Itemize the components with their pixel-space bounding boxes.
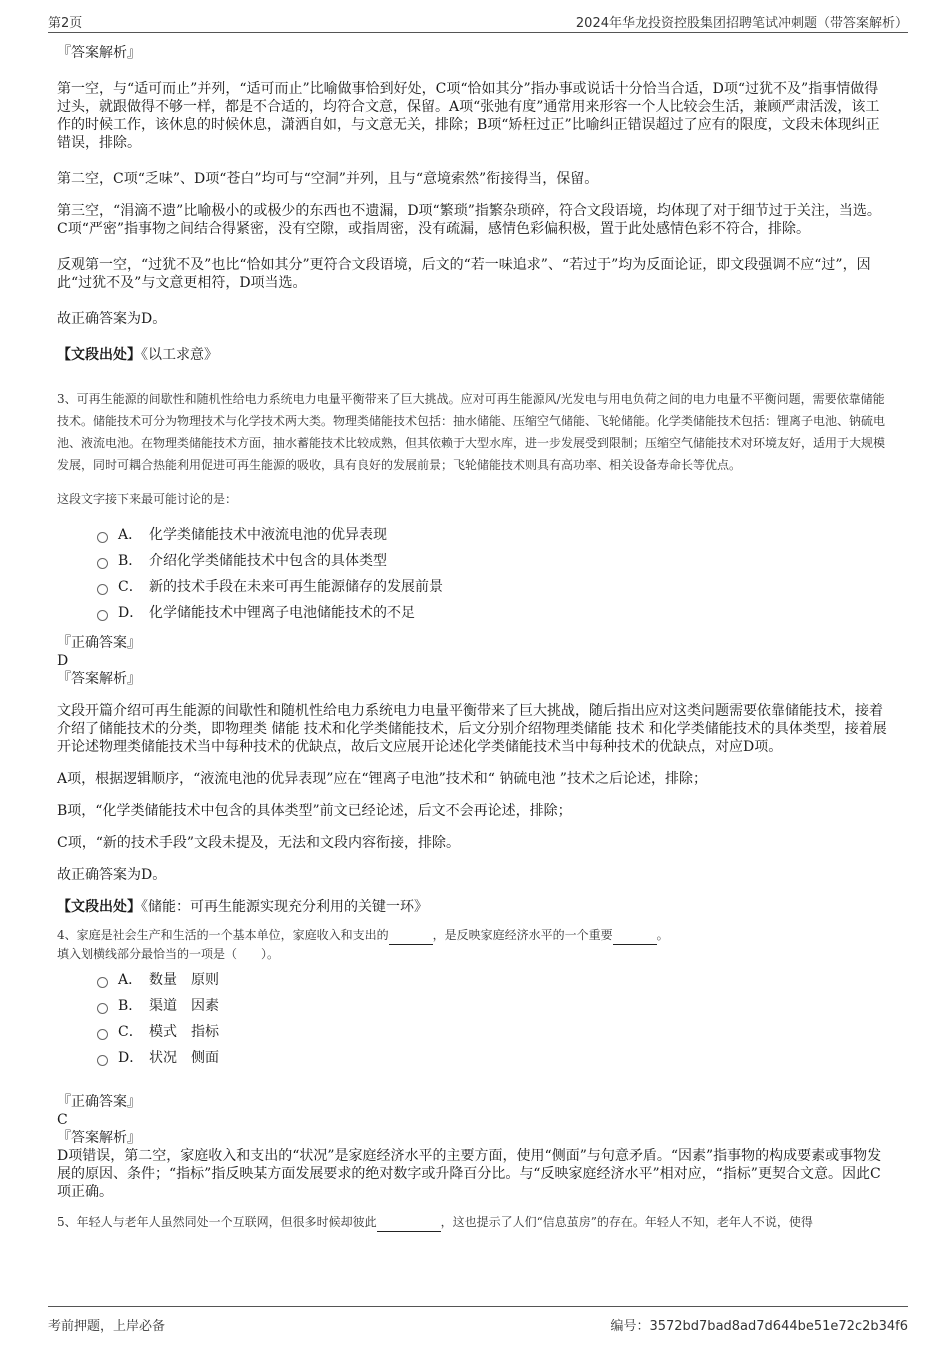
- radio-icon[interactable]: [97, 1029, 108, 1040]
- answer-label: 『正确答案』: [57, 1094, 141, 1110]
- radio-icon[interactable]: [97, 977, 108, 988]
- q3-analysis-b: B项，“化学类储能技术中包含的具体类型”前文已经论述，后文不会再论述，排除；: [57, 803, 572, 819]
- q4-analysis: D项错误，第二空，家庭收入和支出的“状况”是家庭经济水平的主要方面，使用“侧面”与句意矛盾。“因素”指事物的构成要素或事物发展的原因、条件；“指标”指反映某方面发展要求的绝对数字或升降百分比。与“反映家庭经济水平”相对应，“指标”更契合文意。因此C项正确。: [57, 1148, 882, 1200]
- q2-conclusion: 故正确答案为D。: [57, 311, 167, 327]
- q2-analysis-p1: 第一空，与“适可而止”并列，“适可而止”比喻做事恰到好处，C项“恰如其分”指办事或说话十分恰当合适，D项“过犹不及”指事情做得过头，就跟做得不够一样，都是不合适的，均符合文意，保留。A项“张弛有度”通常用来形容一个人比较会生活，兼顾严肃活泼，该工作的时候工作，该休息的时候休息，潇洒自如，与文意无关，排除；B项“矫枉过正”比喻纠正错误超过了应有的限度，文段未体现纠正错误，排除。: [57, 81, 880, 151]
- radio-icon[interactable]: [97, 558, 108, 569]
- q3-stem: 3、可再生能源的间歇性和随机性给电力系统电力电量平衡带来了巨大挑战。应对可再生能源风/光发电与用电负荷之间的电力电量不平衡问题，需要依靠储能技术。储能技术可分为物理技术与化学技术两大类。物理类储能技术包括：抽水储能、压缩空气储能、飞轮储能。化学类储能技术包括：锂离子电池、钠硫电池、液流电池。在物理类储能技术方面，抽水蓄能技术比较成熟，但其依赖于大型水库，进一步发展受到限制；压缩空气储能技术对环境友好，适用于大规模发展，同时可耦合热能利用促进可再生能源的吸收，具有良好的发展前景；飞轮储能技术则具有高功率、相关设备寿命长等优点。: [57, 392, 886, 472]
- analysis-label: 『答案解析』: [57, 45, 141, 61]
- q3-answer: D: [57, 653, 69, 669]
- radio-icon[interactable]: [97, 1055, 108, 1066]
- radio-icon[interactable]: [97, 610, 108, 621]
- q3-option-d[interactable]: D． 化学储能技术中锂离子电池储能技术的不足: [97, 600, 890, 626]
- q2-source: [57, 346, 890, 364]
- source-title: 《储能：可再生能源实现充分利用的关键一环》: [141, 899, 428, 915]
- q4-option-d[interactable]: D． 状况 侧面: [97, 1045, 890, 1071]
- radio-icon[interactable]: [97, 1003, 108, 1014]
- q4-options: [97, 967, 890, 1071]
- q2-analysis-p4: 反观第一空，“过犹不及”也比“恰如其分”更符合文段语境，后文的“若一味追求”、“若过于”均为反面论证，即文段强调不应“过”，因此“过犹不及”与文意更相符，D项当选。: [57, 257, 871, 291]
- q3-options: [97, 522, 890, 626]
- fill-blank: [613, 926, 657, 945]
- q4-stem: 4、家庭是社会生产和生活的一个基本单位，家庭收入和支出的 ，是反映家庭经济水平的一个重要 。: [57, 926, 890, 945]
- fill-blank: [377, 1213, 441, 1232]
- q4-option-b[interactable]: B． 渠道 因素: [97, 993, 890, 1019]
- q3-analysis-c: C项，“新的技术手段”文段未提及，无法和文段内容衔接，排除。: [57, 835, 461, 851]
- analysis-label: 『答案解析』: [57, 1130, 141, 1146]
- page-header: [48, 10, 908, 33]
- analysis-label: 『答案解析』: [57, 671, 141, 687]
- page-number: 第2页: [48, 16, 83, 31]
- q3-question: 这段文字接下来最可能讨论的是：: [57, 492, 238, 506]
- q3-analysis-a: A项，根据逻辑顺序，“液流电池的优异表现”应在“锂离子电池”技术和“ 钠硫电池 ”技术之后论述，排除；: [57, 771, 707, 787]
- q3-option-c[interactable]: C． 新的技术手段在未来可再生能源储存的发展前景: [97, 574, 890, 600]
- answer-label: 『正确答案』: [57, 635, 141, 651]
- page-content: [57, 44, 890, 1232]
- page-footer: [48, 1306, 908, 1335]
- footer-slogan: 考前押题，上岸必备: [48, 1319, 166, 1334]
- source-label: 【文段出处】: [57, 899, 141, 915]
- q4-answer: C: [57, 1112, 68, 1128]
- q4-option-c[interactable]: C． 模式 指标: [97, 1019, 890, 1045]
- q4-prompt: 填入划横线部分最恰当的一项是（ ）。: [57, 947, 280, 961]
- source-title: 《以工求意》: [141, 347, 218, 363]
- q3-analysis-p1: 文段开篇介绍可再生能源的间歇性和随机性给电力系统电力电量平衡带来了巨大挑战，随后指出应对这类问题需要依靠储能技术，接着介绍了储能技术的分类，即物理类 储能 技术和化学类储能技术，后文分别介绍物理类储能 技术 和化学类储能技术的具体类型，接着展开论述物理类储能技术当中每种技术的优缺点，故后文应展开论述化学类储能技术当中每种技术的优缺点，对应D项。: [57, 703, 887, 755]
- q3-option-b[interactable]: B． 介绍化学类储能技术中包含的具体类型: [97, 548, 890, 574]
- q5-stem: 5、年轻人与老年人虽然同处一个互联网，但很多时候却彼此 ，这也提示了人们“信息茧房”的存在。年轻人不知，老年人不说，使得: [57, 1213, 890, 1232]
- document-title: 2024年华龙投资控股集团招聘笔试冲刺题（带答案解析）: [575, 16, 908, 31]
- q3-conclusion: 故正确答案为D。: [57, 867, 167, 883]
- radio-icon[interactable]: [97, 584, 108, 595]
- q3-source: [57, 898, 890, 916]
- q2-analysis-p2: 第二空，C项“乏味”、D项“苍白”均可与“空洞”并列，且与“意境索然”衔接得当，保留。: [57, 171, 599, 187]
- document-id: 编号：3572bd7bad8ad7d644be51e72c2b34f6: [610, 1319, 908, 1334]
- source-label: 【文段出处】: [57, 347, 141, 363]
- q3-option-a[interactable]: A． 化学类储能技术中液流电池的优异表现: [97, 522, 890, 548]
- q4-option-a[interactable]: A． 数量 原则: [97, 967, 890, 993]
- fill-blank: [389, 926, 433, 945]
- q2-analysis-p3: 第三空，“涓滴不遗”比喻极小的或极少的东西也不遗漏，D项“繁琐”指繁杂琐碎，符合文段语境，均体现了对于细节过于关注，当选。C项“严密”指事物之间结合得紧密，没有空隙，或指周密，没有疏漏，感情色彩偏积极，置于此处感情色彩不符合，排除。: [57, 203, 881, 237]
- radio-icon[interactable]: [97, 532, 108, 543]
